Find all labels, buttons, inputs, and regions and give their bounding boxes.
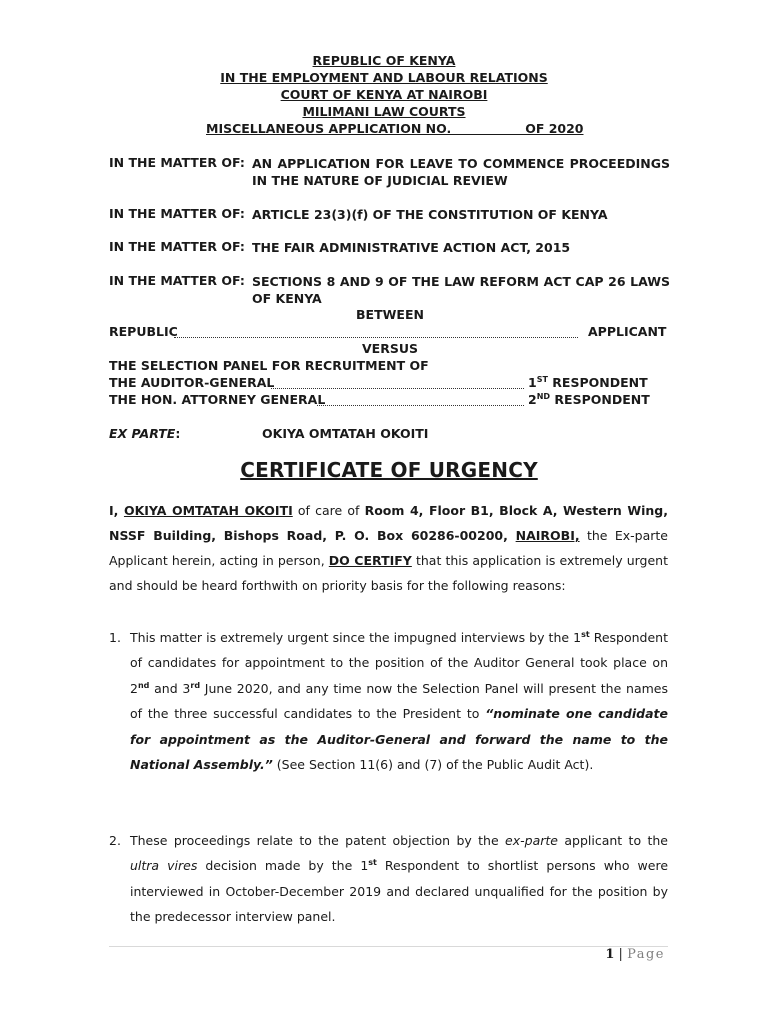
matter-label: IN THE MATTER OF: bbox=[109, 155, 245, 170]
applicant-name-underlined: OKIYA OMTATAH OKOITI bbox=[123, 503, 293, 518]
page-number: 1 bbox=[605, 947, 615, 962]
list-number: 2. bbox=[109, 833, 121, 848]
header-court-line2: COURT OF KENYA AT NAIROBI bbox=[280, 87, 488, 102]
header-application-no: MISCELLANEOUS APPLICATION NO. OF 2020 bbox=[206, 121, 584, 136]
matter-label: IN THE MATTER OF: bbox=[109, 239, 245, 254]
dotted-leader bbox=[174, 337, 578, 338]
header-court-line1: IN THE EMPLOYMENT AND LABOUR RELATIONS bbox=[220, 70, 548, 85]
ex-parte-name: OKIYA OMTATAH OKOITI bbox=[262, 426, 429, 441]
respondent1-role: 1ST RESPONDENT bbox=[528, 374, 648, 390]
respondent1-name-line2: THE AUDITOR-GENERAL bbox=[109, 375, 275, 390]
matter-text: ARTICLE 23(3)(f) OF THE CONSTITUTION OF KENYA bbox=[252, 207, 608, 222]
quoted-text: “nominate one candidate for appointment as the Auditor-General and forward the name to the National Assembly.” bbox=[130, 706, 668, 773]
footer-rule bbox=[109, 946, 668, 947]
versus-label: VERSUS bbox=[362, 341, 418, 356]
matter-label: IN THE MATTER OF: bbox=[109, 206, 245, 221]
dotted-leader bbox=[317, 405, 524, 406]
certificate-title: CERTIFICATE OF URGENCY bbox=[240, 458, 538, 482]
matter-text: SECTIONS 8 AND 9 OF THE LAW REFORM ACT CAP 26 LAWS OF KENYA bbox=[252, 274, 670, 306]
matter-text: THE FAIR ADMINISTRATIVE ACTION ACT, 2015 bbox=[252, 240, 571, 255]
reason-item-1 bbox=[109, 625, 668, 777]
matter-label: IN THE MATTER OF: bbox=[109, 273, 245, 288]
reason-item-2 bbox=[109, 828, 668, 930]
applicant-role: APPLICANT bbox=[588, 324, 667, 339]
respondent2-name: THE HON. ATTORNEY GENERAL bbox=[109, 392, 326, 407]
ex-parte-label: EX PARTE: bbox=[109, 426, 181, 441]
applicant-name: REPUBLIC bbox=[109, 324, 178, 339]
header-law-courts: MILIMANI LAW COURTS bbox=[302, 104, 466, 119]
respondent2-role: 2ND RESPONDENT bbox=[528, 391, 650, 407]
dotted-leader bbox=[271, 388, 524, 389]
reason-text: These proceedings relate to the patent objection by the ex-parte applicant to the ultra vires decision made by the 1st Respondent to shortlist persons who were interviewed in October-December 2019 and declared unqualified for the position by the predecessor interview panel. bbox=[130, 833, 669, 925]
reason-text: This matter is extremely urgent since the impugned interviews by the 1st Respondent of candidates for appointment to the position of the Auditor General took place on 2nd and 3rd June 2020, and any time now the Selection Panel will present the names of the three successful candidates to the President to “nominate one candidate for appointment as the Auditor-General and forward the name to the National Assembly.” (See Section 11(6) and (7) of the Public Audit Act). bbox=[130, 629, 668, 773]
respondent1-name-line1: THE SELECTION PANEL FOR RECRUITMENT OF bbox=[109, 358, 429, 373]
header-republic: REPUBLIC OF KENYA bbox=[312, 53, 456, 68]
matter-text: AN APPLICATION FOR LEAVE TO COMMENCE PROCEEDINGS IN THE NATURE OF JUDICIAL REVIEW bbox=[252, 156, 670, 188]
intro-paragraph: I, OKIYA OMTATAH OKOITI of care of Room 4, Floor B1, Block A, Western Wing, NSSF Building, Bishops Road, P. O. Box 60286-00200, NAIROBI, the Ex-parte Applicant herein, acting in person, DO CERTIFY that this application is extremely urgent and should be heard forthwith on priority basis for the following reasons: bbox=[109, 503, 669, 593]
between-label: BETWEEN bbox=[356, 307, 424, 322]
page-footer: 1 | Page bbox=[605, 947, 665, 962]
list-number: 1. bbox=[109, 630, 121, 645]
do-certify-text: DO CERTIFY bbox=[328, 553, 412, 568]
